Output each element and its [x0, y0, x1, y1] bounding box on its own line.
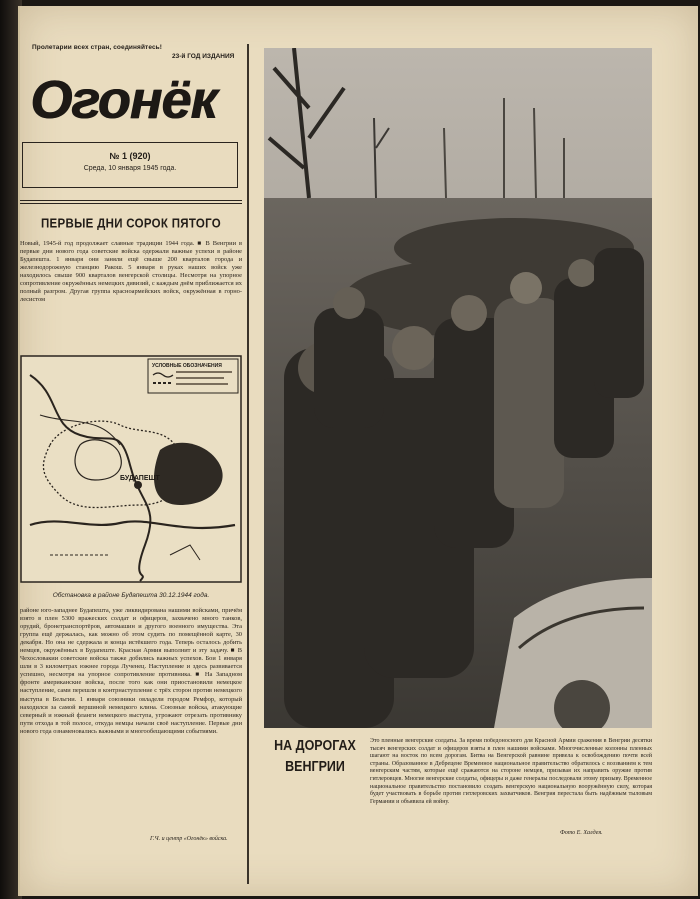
issue-date: Среда, 10 января 1945 года. — [83, 165, 177, 172]
divider — [20, 200, 242, 201]
masthead-year: 23-й ГОД ИЗДАНИЯ — [172, 53, 235, 60]
issue-number: № 1 (920) — [109, 151, 151, 161]
issue-box — [22, 142, 238, 188]
article-text-top: Новый, 1945-й год продолжает славные традиции 1944 года. ■ В Венгрии в первые дни нового года советские войска одержали важные успехи в районе Будапешта. 1 января они заняли ещё свыше 200 кварталов города и железнодорожную станцию Ракош. 5 января в руках наших войск уже находилось свыше 900 кварталов венгерской столицы. Несмотря на упорное сопротивление окружённых немецких дивизий, с каждым днём приближается их полный разгром. Другая группа красноармейских войск, окружённая в горно-лесистом — [20, 240, 242, 304]
divider — [20, 203, 242, 204]
photo-caption-text: Это пленные венгерские солдаты. За время победоносного для Красной Армии сражения в Венгрии десятки тысяч венгерских солдат и офицеров взяты в плен нашими войсками. Многочисленные колонны пленных шагают на восток по всем дорогам. Битва на Венгерской равнине привела к освобождению почти всей страны. Образованное в Дебрецене Временное национальное правительство обратилось с воззванием к тем венгерским частям, которые ещё сражаются на стороне немцев, призывая их направить оружие против гитлеровцев. Многие венгерские солдаты, офицеры и даже генералы последовали этому призыву. Временное национальное правительство постановило создать венгерскую национальную вооружённую силу, которая будет участвовать в борьбе против гитлеровских захватчиков. Венгрия перестала быть надёжным тыловым Германии и объявила ей войну. — [370, 738, 652, 805]
article-headline: ПЕРВЫЕ ДНИ СОРОК ПЯТОГО — [40, 217, 222, 231]
map-legend-title: УСЛОВНЫЕ ОБОЗНАЧЕНИЯ — [152, 363, 222, 369]
article-signature: Г.Ч. и центр «Огонёк» войска. — [150, 836, 228, 842]
photo-headline: НА ДОРОГАХ ВЕНГРИИ — [274, 737, 356, 775]
photo-credit: Фото Е. Халдея. — [560, 830, 603, 836]
article-text-bottom: районе юго-западнее Будапешта, уже ликвидирована нашими войсками, причём взято в плен 5300 вражеских солдат и офицеров, захвачено много танков, орудий, бронетранспортёров, автомашин и другого военного имущества. Эта группа ещё держалась, как можно об этом судить по помещённой карте, 30 декабря. Но она не сдержала и конца истёкшего года. Теперь осталось добить немцев, окружённых в Будапеште. Красная Армия выполнит и эту задачу. ■ В Чехословакии советские войска также добились важных успехов. Бои 1 января шли в 3 километрах южнее города Лученец. Наступление и здесь развивается успешно, несмотря на упорное сопротивление противника. ■ На Западном фронте американские войска, после того как они приостановили немецкое наступление, сами перешли в контрнаступление с трёх сторон против немецкого выступа в Бельгии. 1 января союзники овладели городом Ремфор, который находился за самой вершиной немецкого клина. Союзные войска, атакующие северный и южный фланги немецкого выступа, угрожают отрезать противнику пути отхода в той полосе, откуда немцы начали своё наступление. Первые дни нового года ознаменовались важными и многообещающими событиями. — [20, 607, 242, 735]
map-caption: Обстановка в районе Будапешта 30.12.1944 года. — [52, 592, 210, 599]
masthead-slogan: Пролетарии всех стран, соединяйтесь! — [32, 44, 163, 51]
column-rule — [247, 44, 249, 884]
masthead-logo: Огонёк — [30, 70, 217, 130]
budapest-map — [20, 355, 242, 583]
pow-column-photo — [264, 48, 652, 728]
map-city-label: БУДАПЕШТ — [120, 475, 160, 482]
